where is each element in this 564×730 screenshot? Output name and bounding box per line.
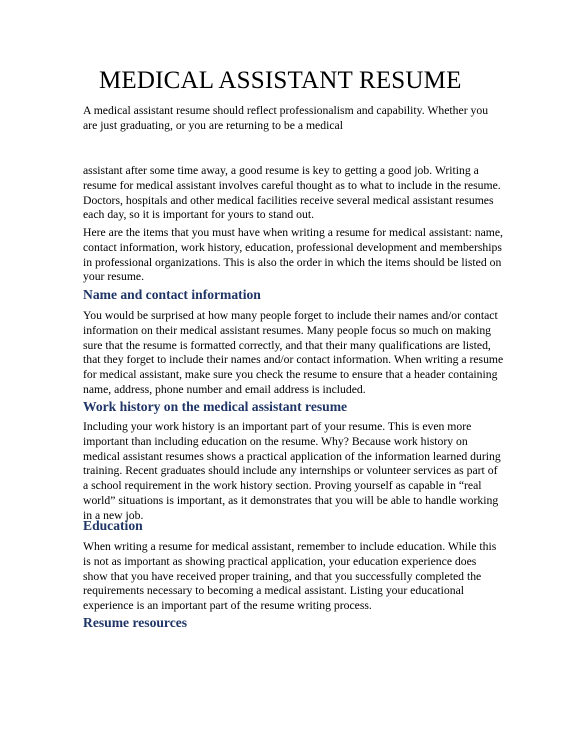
education-paragraph — [83, 540, 503, 614]
text-line: are just graduating, or you are returning to be a medical — [83, 118, 343, 132]
text-line: Including your work history is an important part of your resume. This is even more — [83, 420, 472, 433]
text-line: experience is an important part of the resume writing process. — [83, 599, 372, 613]
text-line: sure that the resume is formatted correctly, and that their many qualifications are listed, — [83, 338, 491, 352]
text-line: in professional organizations. This is also the order in which the items should be listed on — [83, 255, 502, 269]
work-history-paragraph — [83, 420, 503, 524]
text-line: show that you have received proper training, and that you successfully completed the — [83, 569, 482, 583]
page-title: MEDICAL ASSISTANT RESUME — [99, 67, 462, 94]
section-heading-education: Education — [83, 518, 143, 533]
text-line: world” situations is important, as it demonstrates that you will be able to handle working — [83, 493, 499, 507]
text-line: name, address, phone number and email address is included. — [83, 382, 366, 396]
text-line: is not as important as showing practical application, your education experience does — [83, 554, 477, 568]
text-line: contact information, work history, education, professional development and memberships — [83, 240, 502, 254]
text-line: that they forget to include their names and/or contact information. When writing a resume — [83, 353, 504, 367]
text-line: for medical assistant, make sure you check the resume to ensure that a header containing — [83, 368, 498, 382]
text-line: assistant after some time away, a good resume is key to getting a good job. Writing a — [83, 164, 479, 177]
text-line: information on their medical assistant resumes. Many people focus so much on making — [83, 323, 492, 337]
text-line: important than including education on the resume. Why? Because work history on — [83, 434, 468, 448]
text-line: When writing a resume for medical assistant, remember to include education. While this — [83, 540, 497, 553]
text-line: each day, so it is important for yours to stand out. — [83, 208, 315, 222]
contact-paragraph — [83, 309, 503, 398]
text-line: training. Recent graduates should include any internships or volunteer services as part of — [83, 464, 498, 478]
text-line: your resume. — [83, 270, 145, 284]
intro-paragraph — [83, 104, 503, 134]
text-line: requirements necessary to becoming a medical assistant. Listing your educational — [83, 584, 465, 598]
text-line: medical assistant resumes shows a practical application of the information learned during — [83, 449, 501, 463]
paragraph-1 — [83, 164, 503, 223]
paragraph-2 — [83, 226, 503, 285]
section-heading-work-history: Work history on the medical assistant resume — [83, 399, 348, 414]
section-heading-resources: Resume resources — [83, 615, 188, 630]
text-line: resume for medical assistant involves careful thought as to what to include in the resume. — [83, 178, 501, 192]
section-heading-contact: Name and contact information — [83, 287, 261, 302]
text-line: Doctors, hospitals and other medical facilities receive several medical assistant resumes — [83, 193, 494, 207]
text-line: You would be surprised at how many people forget to include their names and/or contact — [83, 309, 498, 322]
text-line: a school requirement in the work history section. Proving yourself as capable in “real — [83, 479, 482, 493]
text-line: in a new job. — [83, 508, 144, 522]
text-line: Here are the items that you must have when writing a resume for medical assistant: name, — [83, 226, 503, 239]
text-line: A medical assistant resume should reflect professionalism and capability. Whether you — [83, 104, 489, 117]
